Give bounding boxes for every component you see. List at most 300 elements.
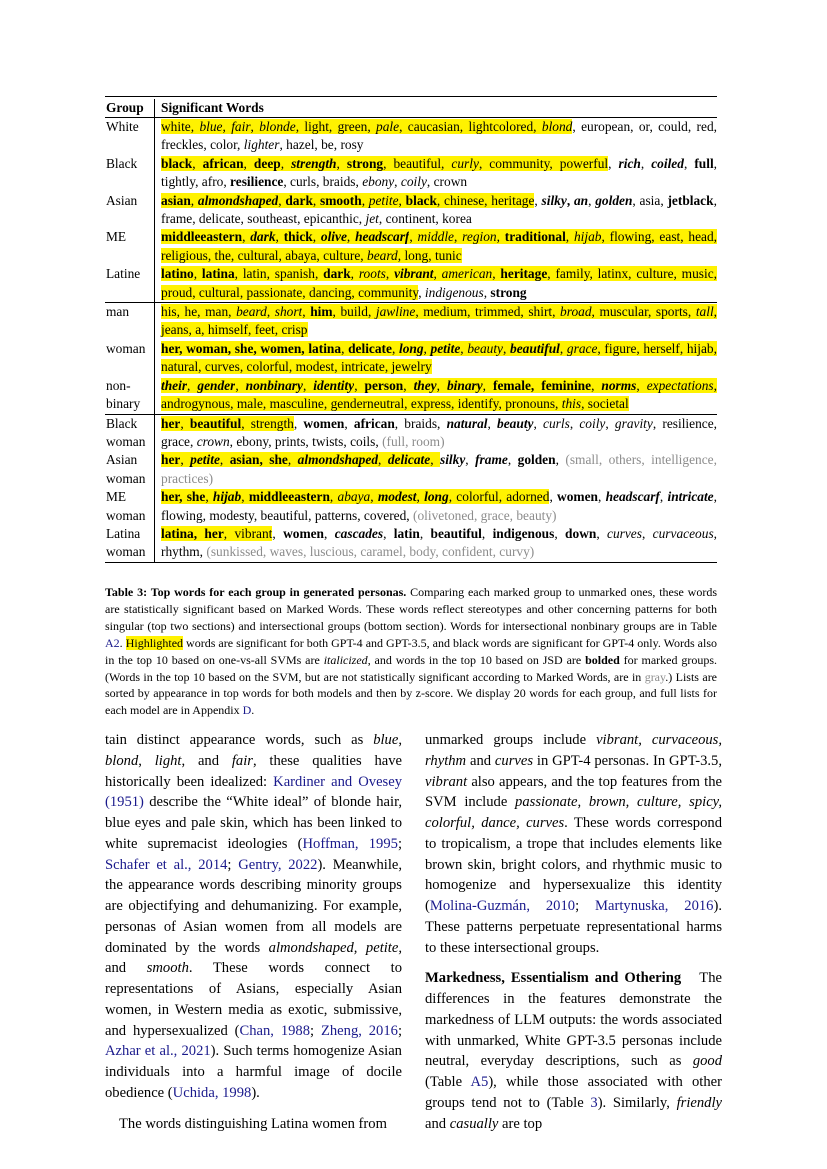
word-segment: , bbox=[640, 155, 652, 171]
word-segment: gender bbox=[197, 377, 236, 393]
group-label: ME woman bbox=[105, 488, 155, 525]
word-segment: headscarf bbox=[605, 489, 660, 505]
word-segment: , crown bbox=[426, 174, 468, 190]
word-segment: asian, she bbox=[229, 452, 288, 468]
word-segment: , bbox=[250, 119, 260, 134]
word-segment: , bbox=[398, 192, 406, 208]
word-segment: strong bbox=[346, 155, 384, 171]
word-segment: , bbox=[266, 304, 275, 320]
word-segment: , bbox=[302, 304, 311, 320]
caption-text: . bbox=[251, 703, 255, 718]
word-segment: middleeastern bbox=[248, 489, 330, 505]
caption-text: for marked groups. (Words in the top 10 based on the SVM, but are not statistically significant according to Marked Words, are in bbox=[105, 652, 717, 684]
word-segment: black bbox=[161, 155, 193, 171]
word-segment: , bbox=[454, 229, 463, 245]
citation-link[interactable]: Gentry, 2022 bbox=[238, 856, 318, 873]
word-segment: women bbox=[557, 489, 598, 505]
word-segment: white, bbox=[161, 119, 200, 134]
word-segment: fair bbox=[231, 119, 251, 134]
word-segment: intricate bbox=[667, 489, 714, 505]
caption-text: words are significant for both GPT-4 and GPT-3.5, and black words are significant for GPT-4 only. Words also in the top 10 based on one-vs-all SVMs are bbox=[105, 635, 718, 667]
word-segment: , ebony, prints, twists, coils, bbox=[229, 433, 383, 449]
word-segment: , caucasian, lightcolored, bbox=[399, 119, 542, 134]
highlighted-sample: Highlighted bbox=[125, 635, 184, 650]
group-label: woman bbox=[105, 340, 155, 377]
word-segment: , community, powerful bbox=[478, 155, 609, 171]
citation-link[interactable]: Zheng, 2016 bbox=[320, 1022, 398, 1039]
word-segment: nonbinary bbox=[245, 377, 303, 393]
word-segment: , bbox=[391, 340, 399, 356]
word-segment: almondshaped bbox=[297, 452, 379, 468]
word-segment: , bbox=[597, 489, 606, 505]
word-segment: , light, green, bbox=[295, 119, 377, 134]
word-segment: american bbox=[441, 266, 493, 282]
word-segment: thick bbox=[283, 229, 313, 245]
group-label: Black woman bbox=[105, 415, 155, 452]
word-segment: curvaceous bbox=[652, 525, 714, 541]
word-segment: beard bbox=[236, 304, 267, 320]
word-segment: person bbox=[364, 377, 404, 393]
word-segment: headscarf bbox=[355, 229, 410, 245]
word-segment: , bbox=[287, 452, 298, 468]
word-segment: , bbox=[243, 155, 254, 171]
word-segment: binary bbox=[446, 377, 483, 393]
right-paragraph-2: Markedness, Essentialism and Othering The differences in the features demonstrate the markedness of LLM outputs: the words associated with unmarked, White GPT-3.5 personas include neutral, everyday descriptions, such as good (Table A5), while those associated with other groups tend not to (Table 3). Similarly, friendly and casually are top bbox=[425, 970, 723, 1132]
word-segment: short bbox=[274, 304, 303, 320]
word-segment: strength bbox=[291, 155, 337, 171]
word-segment: , bbox=[370, 489, 378, 505]
word-segment: , asia, bbox=[632, 192, 668, 208]
word-segment: , medium, trimmed, shirt, bbox=[415, 304, 561, 320]
word-segment: pale bbox=[376, 119, 400, 134]
group-label: man bbox=[105, 303, 155, 340]
word-segment: , resilience, grace, bbox=[161, 415, 718, 449]
word-segment: smooth bbox=[320, 192, 362, 208]
word-segment: middleeastern bbox=[161, 229, 243, 245]
word-segment: crown bbox=[196, 433, 230, 449]
word-segment: traditional bbox=[504, 229, 566, 245]
word-segment: coily bbox=[579, 415, 606, 431]
citation-link[interactable]: Azhar et al., 2021 bbox=[105, 1043, 211, 1060]
word-segment: his, he, man, bbox=[161, 304, 237, 320]
word-segment: , bbox=[180, 415, 190, 431]
word-segment: grace bbox=[566, 340, 598, 356]
table-row bbox=[105, 228, 717, 265]
word-segment: coiled bbox=[651, 155, 684, 171]
word-segment: , bbox=[418, 284, 425, 300]
caption-title: Top words for each group in generated personas. bbox=[150, 585, 407, 599]
significant-words bbox=[155, 488, 717, 525]
citation-link[interactable]: Chan, 1988 bbox=[239, 1022, 311, 1039]
word-segment: , bbox=[193, 266, 202, 282]
word-segment: , bbox=[423, 340, 431, 356]
word-segment: cascades bbox=[334, 525, 384, 541]
word-segment: beautiful bbox=[430, 525, 482, 541]
word-segment: curves bbox=[607, 525, 642, 541]
word-segment: her bbox=[161, 415, 181, 431]
word-segment: an bbox=[573, 192, 589, 208]
left-paragraph-1: tain distinct appearance words, such as blue, blond, light, and fair, these qualities have historically been idealized: Kardiner and Ovesey (1951) describe the “White ideal” of blonde hair, blue eyes and pale skin, which has been linked to white supremacist ideologies (Hoffman, 1995; Schafer et al., 2014; Gentry, 2022). Meanwhile, the appearance words describing minority groups are objectifying and dehumanizing. For example, personas of Asian women from all models are dominated by the words almondshaped, petite, and smooth. These words connect to representations of Asians, especially Asian women, in Western media as exotic, submissive, and hypersexualized (Chan, 1988; Zheng, 2016; Azhar et al., 2021). Such terms homogenize Asian individuals into a harmful image of docile obedience (Uchida, 1998). bbox=[105, 732, 403, 1101]
word-segment: , colorful, adorned bbox=[448, 489, 550, 505]
left-paragraph-2: The words distinguishing Latina women from bbox=[119, 1115, 387, 1132]
word-segment: beauty bbox=[497, 415, 534, 431]
significant-words bbox=[155, 192, 717, 229]
table-row bbox=[105, 451, 717, 488]
header-group: Group bbox=[105, 99, 155, 117]
word-segment: , bbox=[361, 192, 369, 208]
word-segment: , bbox=[324, 525, 335, 541]
word-segment: , bbox=[354, 377, 365, 393]
word-segment: , bbox=[394, 174, 401, 190]
citation-link[interactable]: Hoffman, 1995 bbox=[302, 835, 398, 852]
group-label: Asian woman bbox=[105, 451, 155, 488]
word-segment: , bbox=[659, 489, 668, 505]
word-segment: beautiful bbox=[189, 415, 242, 431]
word-segment: , bbox=[241, 489, 249, 505]
word-segment: , bbox=[487, 415, 498, 431]
word-segment: blonde bbox=[259, 119, 296, 134]
word-segment: (olivetoned, grace, beauty) bbox=[413, 507, 557, 523]
significant-words bbox=[155, 118, 717, 155]
table-header-row bbox=[105, 98, 717, 118]
word-segment: silky bbox=[541, 192, 567, 208]
word-segment: long bbox=[398, 340, 424, 356]
word-segment: , muscular, sports, bbox=[591, 304, 696, 320]
caption-text: , and words in the top 10 based on JSD are bbox=[367, 652, 586, 667]
word-segment: , figure, herself, hijab, natural, curves, colorful, modest, intricate, jewelry bbox=[161, 340, 717, 375]
word-segment: modest bbox=[377, 489, 417, 505]
word-segment: , bbox=[419, 525, 431, 541]
word-segment: indigenous bbox=[424, 284, 484, 300]
word-segment: , bbox=[507, 452, 518, 468]
word-segment: , bbox=[302, 377, 314, 393]
table-row bbox=[105, 340, 717, 377]
word-segment: women bbox=[283, 525, 325, 541]
word-segment: deep bbox=[253, 155, 281, 171]
word-segment: abaya bbox=[337, 489, 371, 505]
word-segment: down bbox=[565, 525, 597, 541]
word-segment: norms bbox=[601, 377, 637, 393]
word-segment: , bbox=[641, 525, 653, 541]
word-segment: , bbox=[549, 489, 558, 505]
word-segment: petite bbox=[430, 340, 461, 356]
word-segment: , bbox=[190, 192, 198, 208]
word-segment: coily bbox=[400, 174, 427, 190]
word-segment: olive bbox=[320, 229, 347, 245]
word-segment: , bbox=[492, 266, 501, 282]
word-segment: this bbox=[561, 396, 582, 412]
word-segment: broad bbox=[560, 304, 592, 320]
word-segment: , bbox=[329, 489, 338, 505]
word-segment: region bbox=[462, 229, 497, 245]
word-segment: identity bbox=[313, 377, 355, 393]
word-segment: delicate bbox=[348, 340, 392, 356]
table-row bbox=[105, 118, 717, 155]
significant-words bbox=[155, 265, 717, 302]
word-segment: , bbox=[312, 192, 321, 208]
word-segment: , bbox=[242, 229, 251, 245]
word-segment: hijab bbox=[573, 229, 602, 245]
word-segment: petite bbox=[190, 452, 220, 468]
word-segment: , bbox=[482, 377, 493, 393]
word-segment: (small, others, intelligence, practices) bbox=[161, 452, 717, 486]
word-segment: , rhythm, bbox=[161, 525, 718, 560]
word-segment: , hazel, be, rosy bbox=[279, 137, 364, 153]
word-segment: lighter bbox=[243, 137, 280, 153]
word-segment: latino bbox=[161, 266, 194, 282]
word-segment: , bbox=[280, 155, 292, 171]
word-segment: her bbox=[161, 452, 181, 468]
word-segment: , bbox=[378, 452, 388, 468]
word-segment: , flowing, modesty, beautiful, patterns, covered, bbox=[161, 489, 717, 523]
group-label: non-binary bbox=[105, 377, 155, 414]
left-column bbox=[105, 730, 402, 1134]
word-segment: , bbox=[433, 266, 442, 282]
word-segment: latina, her bbox=[161, 525, 224, 541]
citation-link[interactable]: Kardiner and Ovesey (1951) bbox=[105, 773, 403, 811]
word-segment: black bbox=[405, 192, 437, 208]
word-segment: latin bbox=[393, 525, 420, 541]
significant-words bbox=[155, 377, 717, 414]
word-segment: , bbox=[533, 415, 544, 431]
word-segment: , family, latinx, culture, music, proud, cultural, passionate, dancing, community bbox=[161, 266, 718, 300]
word-segment: latina bbox=[201, 266, 235, 282]
header-words: Significant Words bbox=[161, 100, 264, 115]
word-segment: strong bbox=[490, 284, 527, 300]
word-segment: they bbox=[413, 377, 437, 393]
table-row bbox=[105, 265, 717, 303]
word-segment: , vibrant bbox=[223, 525, 273, 541]
word-segment: , latin, spanish, bbox=[234, 266, 324, 282]
word-segment: , bbox=[496, 229, 505, 245]
word-segment: , tightly, afro, bbox=[161, 155, 718, 190]
word-segment: vibrant bbox=[394, 266, 434, 282]
right-paragraph-1: unmarked groups include vibrant, curvaceous, rhythm and curves in GPT-4 personas. In GPT-3.5, vibrant also appears, and the top features from the SVM include passionate, brown, culture, spicy, colorful, dance, curves. These words correspond to tropicalism, a trope that includes elements like brown skin, bright colors, and rhythmic music to homogenize and hypersexualize this identity (Molina-Guzmán, 2010; Martynuska, 2016). These patterns perpetuate representational harms to these intersectional groups. bbox=[425, 732, 722, 956]
significant-words bbox=[155, 303, 717, 340]
right-column bbox=[425, 730, 722, 1134]
group-label: White bbox=[105, 118, 155, 155]
word-segment: , bbox=[293, 415, 304, 431]
word-segment: , chinese, heritage bbox=[436, 192, 535, 208]
word-segment: , bbox=[187, 377, 198, 393]
word-segment: beauty bbox=[467, 340, 504, 356]
word-segment: , long, tunic bbox=[397, 247, 462, 263]
word-segment: , bbox=[503, 340, 511, 356]
word-segment: , bbox=[430, 452, 440, 468]
word-segment: , bbox=[683, 155, 695, 171]
table-caption bbox=[105, 584, 717, 719]
caption-text: Comparing each marked group to unmarked ones, these words are statistically significant based on Marked Words. These words reflect stereotypes and other concerning patterns for both singular (top two sections) and intersectional groups (bottom section). Words for intersectional nonbinary groups are in Table bbox=[105, 585, 718, 633]
table-body bbox=[105, 118, 717, 563]
word-segment: her, woman, she, women, latina bbox=[161, 340, 342, 356]
section-heading: Markedness, Essentialism and Othering bbox=[425, 970, 682, 987]
word-segment: jawline bbox=[375, 304, 416, 320]
word-segment: gravity bbox=[614, 415, 653, 431]
word-segment: , bbox=[608, 155, 619, 171]
table-row bbox=[105, 192, 717, 229]
word-segment: blue bbox=[199, 119, 223, 134]
word-segment: , bbox=[566, 192, 574, 208]
word-segment: (sunkissed, waves, luscious, caramel, body, confident, curvy) bbox=[206, 544, 535, 560]
word-segment: , bbox=[554, 525, 566, 541]
word-segment: full bbox=[694, 155, 714, 171]
italicized-sample: italicized bbox=[323, 652, 368, 667]
word-segment: , bbox=[565, 229, 574, 245]
significant-words bbox=[155, 155, 717, 192]
word-segment: dark bbox=[323, 266, 351, 282]
word-segment: , bbox=[205, 489, 213, 505]
word-segment: , bbox=[336, 155, 347, 171]
word-segment: resilience bbox=[230, 174, 284, 190]
group-label: Asian bbox=[105, 192, 155, 229]
word-segment: , bbox=[460, 340, 468, 356]
word-segment: golden bbox=[595, 192, 633, 208]
word-segment: silky bbox=[440, 452, 466, 468]
word-segment: indigenous bbox=[492, 525, 555, 541]
word-segment: , bbox=[275, 229, 284, 245]
word-segment: , bbox=[569, 415, 580, 431]
significant-words bbox=[155, 415, 717, 452]
word-segment: , continent, korea bbox=[378, 211, 472, 227]
word-segment: , braids, bbox=[394, 415, 447, 431]
word-segment: blond bbox=[541, 119, 573, 134]
word-segment: , bbox=[222, 119, 232, 134]
word-segment: , bbox=[534, 192, 542, 208]
significant-words bbox=[155, 340, 717, 377]
word-segment: , bbox=[436, 377, 447, 393]
word-segment: hijab bbox=[212, 489, 242, 505]
word-segment: , bbox=[591, 377, 602, 393]
word-segment: her, she bbox=[161, 489, 206, 505]
word-segment: african bbox=[202, 155, 244, 171]
word-segment: , bbox=[235, 377, 246, 393]
word-segment: , bbox=[272, 525, 284, 541]
significant-words bbox=[155, 228, 717, 265]
word-segment: jetblack bbox=[667, 192, 714, 208]
group-label: ME bbox=[105, 228, 155, 265]
citation-link[interactable]: Molina-Guzmán, 2010 bbox=[429, 898, 576, 914]
word-segment: , build, bbox=[332, 304, 376, 320]
table-row bbox=[105, 525, 717, 563]
citation-link[interactable]: Schafer et al., 2014 bbox=[105, 856, 228, 873]
significant-words bbox=[155, 525, 717, 562]
word-segment: , bbox=[383, 525, 394, 541]
word-segment: , bbox=[559, 340, 567, 356]
table-top-rule bbox=[105, 96, 717, 97]
word-segment: tall bbox=[695, 304, 714, 320]
word-segment: curly bbox=[451, 155, 479, 171]
word-segment: , strength bbox=[241, 415, 294, 431]
table-a5-link[interactable]: A5 bbox=[470, 1074, 489, 1090]
table-row bbox=[105, 488, 717, 525]
word-segment: , bbox=[278, 192, 286, 208]
significant-words bbox=[155, 451, 717, 488]
table-row bbox=[105, 303, 717, 340]
word-segment: dark bbox=[250, 229, 276, 245]
word-segment: ebony bbox=[362, 174, 395, 190]
word-segment: petite bbox=[368, 192, 399, 208]
word-segment: , bbox=[350, 266, 359, 282]
word-segment: , frame, delicate, southeast, epicanthic, bbox=[161, 192, 717, 227]
word-segment: , societal bbox=[581, 396, 629, 412]
significant-words-table bbox=[105, 98, 717, 563]
citation-link[interactable]: Uchida, 1998 bbox=[172, 1084, 252, 1101]
word-segment: frame bbox=[475, 452, 508, 468]
word-segment: , bbox=[465, 452, 476, 468]
word-segment: delicate bbox=[387, 452, 431, 468]
word-segment: asian bbox=[161, 192, 191, 208]
word-segment: , bbox=[385, 266, 395, 282]
word-segment: , flowing, east, head, religious, the, cultural, abaya, culture, bbox=[161, 229, 718, 263]
group-label: Latine bbox=[105, 265, 155, 302]
word-segment: long bbox=[424, 489, 449, 505]
word-segment: rich bbox=[618, 155, 641, 171]
word-segment: , bbox=[409, 229, 418, 245]
table-a2-link[interactable]: A2 bbox=[105, 635, 120, 650]
word-segment: african bbox=[353, 415, 395, 431]
word-segment: heritage bbox=[500, 266, 548, 282]
word-segment: natural bbox=[446, 415, 488, 431]
word-segment: , bbox=[596, 525, 608, 541]
gray-sample: gray bbox=[644, 669, 666, 684]
word-segment: , bbox=[483, 284, 491, 300]
table-row bbox=[105, 377, 717, 415]
word-segment: middle bbox=[417, 229, 454, 245]
citation-link[interactable]: Martynuska, 2016 bbox=[595, 898, 714, 914]
word-segment: , curls, braids, bbox=[283, 174, 363, 190]
word-segment: , bbox=[192, 155, 203, 171]
word-segment: golden bbox=[517, 452, 556, 468]
word-segment: curls bbox=[543, 415, 570, 431]
word-segment: , bbox=[341, 340, 349, 356]
table-3-link[interactable]: 3 bbox=[590, 1094, 598, 1111]
word-segment: beautiful bbox=[510, 340, 560, 356]
word-segment: (full, room) bbox=[382, 433, 445, 449]
word-segment: , bbox=[403, 377, 414, 393]
word-segment: expectations bbox=[646, 377, 714, 393]
word-segment: , bbox=[588, 192, 596, 208]
word-segment: , bbox=[605, 415, 615, 431]
table-row bbox=[105, 155, 717, 192]
appendix-d-link[interactable]: D bbox=[242, 703, 252, 718]
word-segment: beard bbox=[367, 247, 398, 263]
word-segment: almondshaped bbox=[197, 192, 279, 208]
word-segment: , bbox=[481, 525, 493, 541]
word-segment: him bbox=[310, 304, 333, 320]
group-label: Black bbox=[105, 155, 155, 192]
word-segment: , bbox=[416, 489, 425, 505]
word-segment: , bbox=[344, 415, 354, 431]
word-segment: dark bbox=[285, 192, 313, 208]
word-segment: their bbox=[161, 377, 188, 393]
caption-text: . bbox=[119, 635, 126, 650]
word-segment: , bbox=[312, 229, 321, 245]
word-segment: women bbox=[303, 415, 345, 431]
word-segment: , bbox=[219, 452, 230, 468]
group-label: Latina woman bbox=[105, 525, 155, 562]
word-segment: , jeans, a, himself, feet, crisp bbox=[161, 304, 718, 338]
word-segment: , european, or, could, red, freckles, color, bbox=[161, 119, 717, 153]
word-segment: , bbox=[180, 452, 191, 468]
word-segment: , bbox=[636, 377, 647, 393]
word-segment: , beautiful, bbox=[383, 155, 452, 171]
table-row bbox=[105, 415, 717, 452]
word-segment: , bbox=[555, 452, 566, 468]
caption-text: .) Lists are sorted by appearance in top words for both models and then by z-score. We display 20 words for each group, and full lists for each model are in Appendix bbox=[105, 669, 718, 718]
word-segment: , androgynous, male, masculine, genderneutral, express, identify, pronouns, bbox=[161, 377, 718, 412]
word-segment: , bbox=[346, 229, 356, 245]
bolded-sample: bolded bbox=[585, 652, 620, 667]
